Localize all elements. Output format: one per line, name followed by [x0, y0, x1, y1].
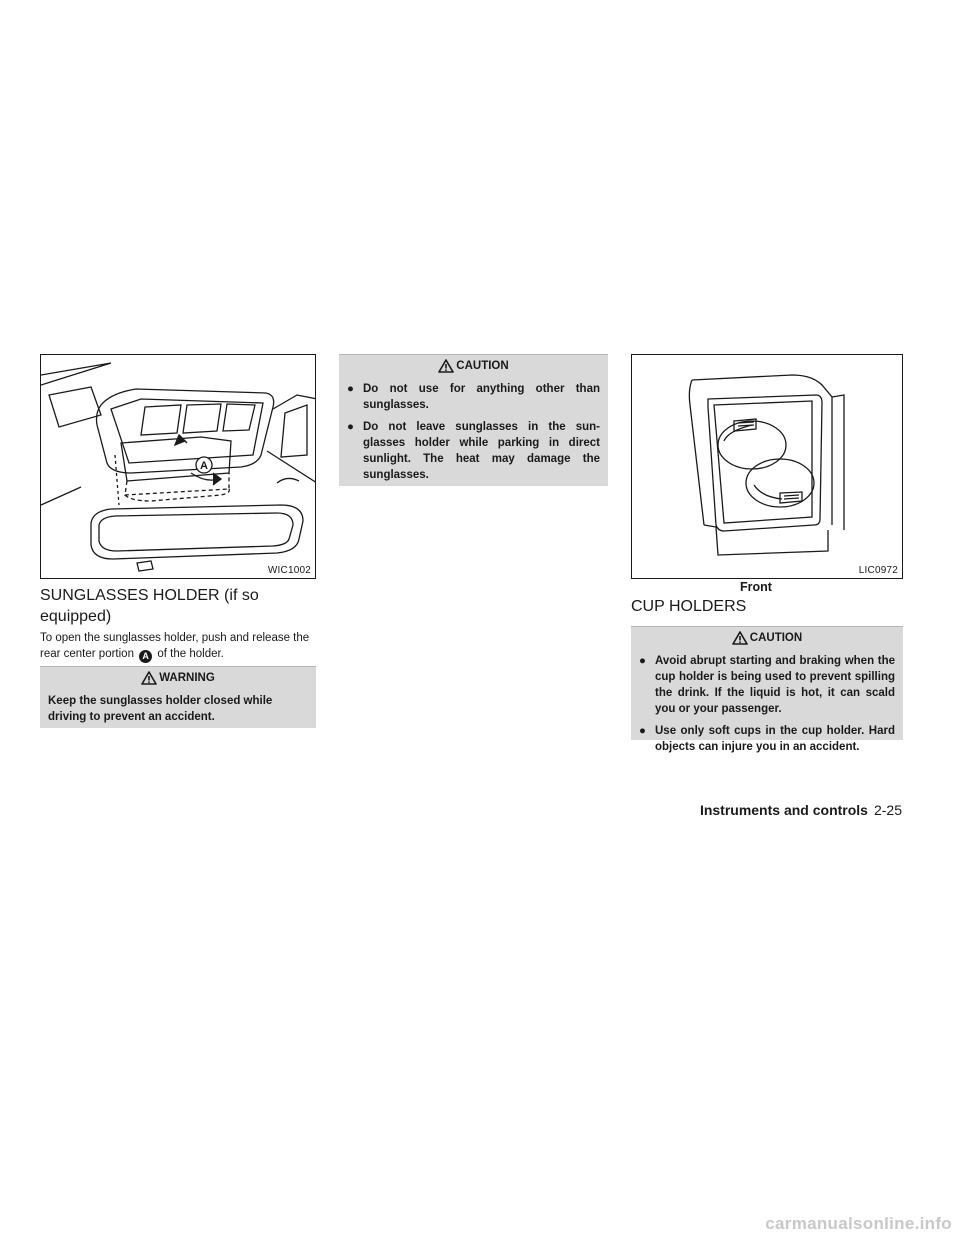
sunglasses-holder-instructions [40, 630, 320, 663]
caution-list [347, 381, 600, 483]
caution-triangle-icon [732, 631, 748, 645]
figure-code: LIC0972 [858, 565, 898, 576]
caution-box-cup-holders [631, 626, 903, 753]
bullet-icon: ● [347, 383, 354, 395]
list-item: ● Avoid abrupt starting and braking when the cup holder is being used to prevent spilling the drink. If the liquid is hot, it can scald you or your passenger. [639, 655, 895, 715]
figure-caption-front: Front [740, 580, 772, 594]
sunglasses-holder-illustration [41, 355, 316, 579]
section-title-cup-holders: CUP HOLDERS [631, 598, 747, 615]
list-item: ● Do not use for anything other than sunglasses. [347, 383, 600, 411]
warning-text: Keep the sunglasses holder closed while driving to prevent an accident. [48, 695, 273, 723]
caution-header [339, 354, 608, 377]
caution-heading: CAUTION [456, 360, 509, 372]
list-item: ● Use only soft cups in the cup holder. Hard objects can injure you in an accident. [639, 725, 895, 753]
instruction-text-start: To open the sunglasses holder, push and release the rear center portion [40, 632, 310, 660]
footer-section-title: Instruments and controls [699, 802, 868, 818]
watermark: carmanualsonline.info [765, 1214, 952, 1233]
warning-header [40, 666, 316, 689]
cup-holders-figure [631, 354, 903, 579]
caution-list [639, 653, 895, 755]
warning-heading: WARNING [159, 672, 215, 684]
bullet-icon: ● [639, 655, 646, 667]
caution-box-sunglasses [339, 354, 608, 486]
caution-heading: CAUTION [749, 632, 803, 644]
caution-header [631, 626, 903, 649]
warning-triangle-icon [141, 671, 157, 685]
bullet-icon: ● [639, 725, 646, 737]
caution-triangle-icon [438, 359, 454, 373]
page-footer [700, 802, 902, 818]
instruction-text-end: of the holder. [157, 648, 224, 660]
warning-box [40, 666, 316, 728]
section-title-sunglasses-holder: SUNGLASSES HOLDER (if so equipped) [40, 587, 259, 625]
figure-marker-label: A [200, 460, 208, 472]
figure-code: WIC1002 [267, 565, 311, 576]
bullet-icon: ● [347, 421, 354, 433]
cup-holders-illustration [632, 355, 903, 579]
sunglasses-holder-figure [40, 354, 316, 579]
page-number: 2-25 [873, 802, 902, 818]
callout-marker-a: A [139, 650, 152, 663]
list-item: ● Do not leave sunglasses in the sun-glasses holder while parking in direct sunlight. The heat may damage the sunglasses. [347, 421, 600, 481]
